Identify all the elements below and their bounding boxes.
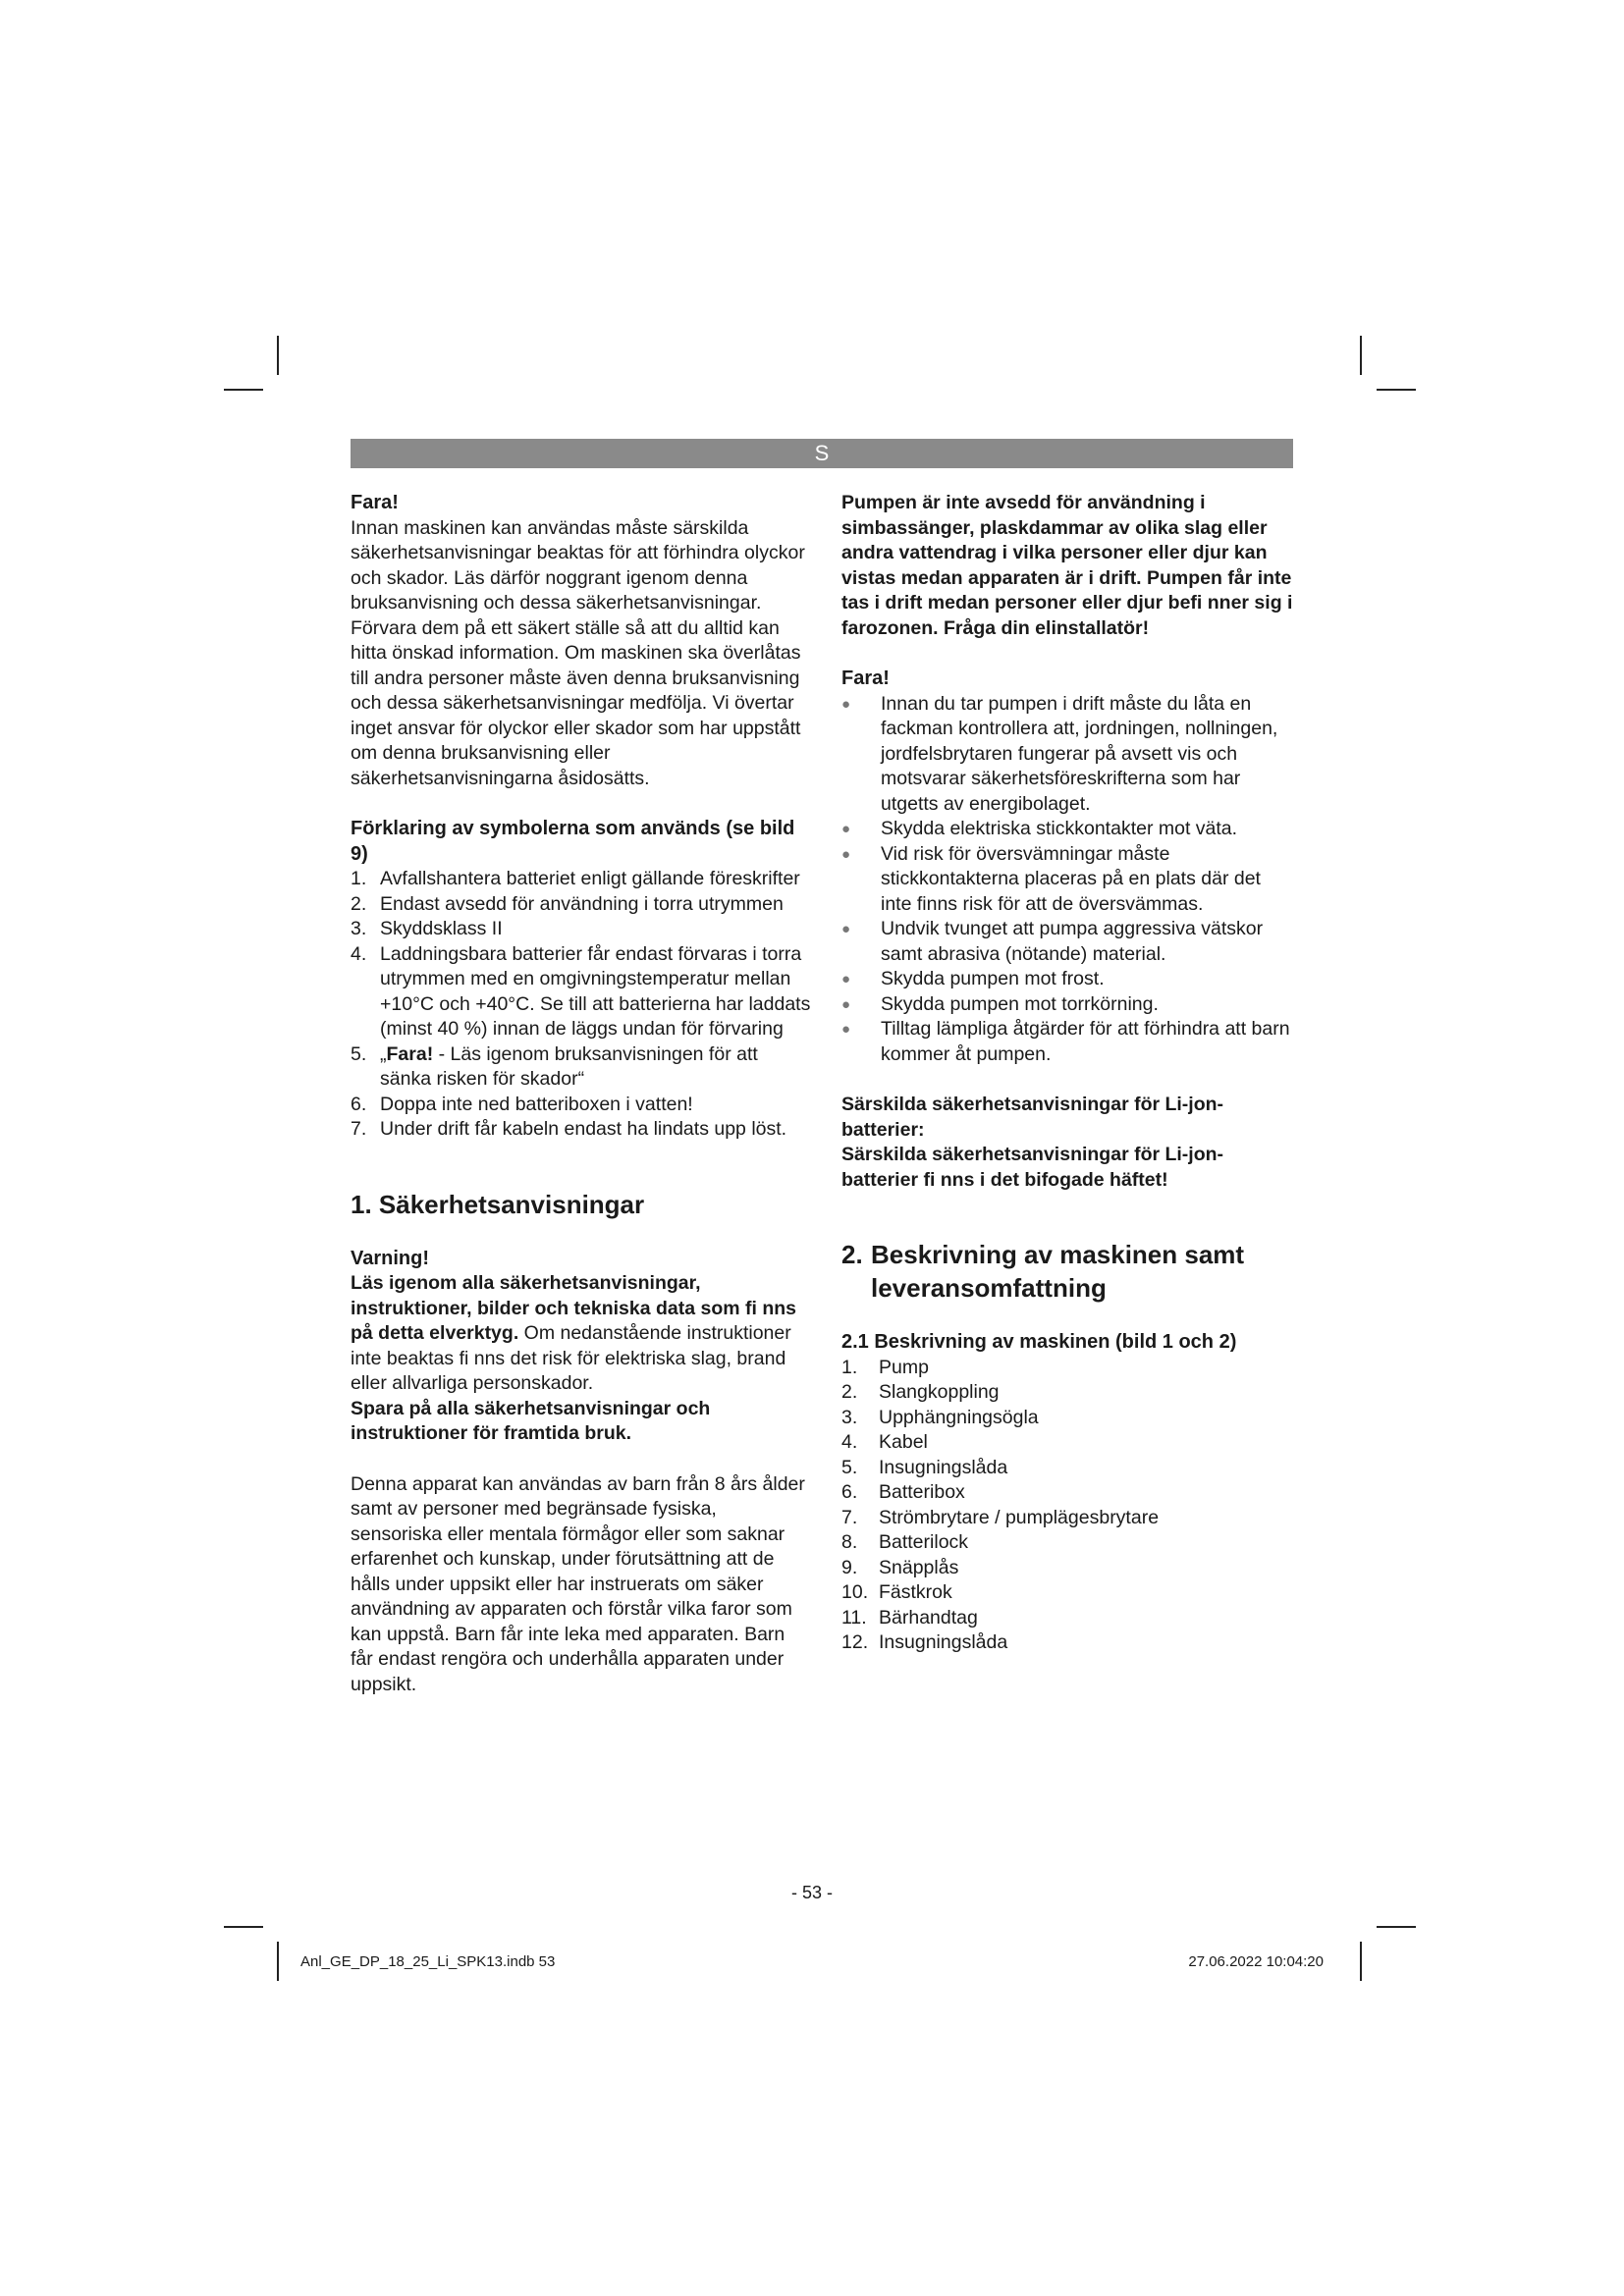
list-item: ● Vid risk för översvämningar måste stickkontakterna placeras på en plats där det inte finns risk för att de översvämmas. — [841, 842, 1295, 918]
danger-intro-text: Innan maskinen kan användas måste särskilda säkerhetsanvisningar beaktas för att förhindra olyckor och skador. Läs därför noggrant igenom denna bruksanvisning och dessa säkerhetsanvisningar. Förvara dem på ett säkert ställe så att du alltid kan hitta önskad information. Om maskinen ska överlåtas till andra personer måste även denna bruksanvisning och dessa säkerhetsanvisningar medfölja. Vi övertar inget ansvar för olyckor eller skador som har uppstått om denna bruksanvisning eller säkerhetsanvisningarna åsidosätts. — [351, 516, 805, 789]
list-item: 11. Bärhandtag — [841, 1606, 978, 1629]
subsection-2-1-heading: 2.1 Beskrivning av maskinen (bild 1 och 2) — [841, 1331, 1237, 1353]
list-item: 6. Batteribox — [841, 1481, 965, 1503]
varning-label: Varning! — [351, 1247, 430, 1269]
crop-mark-bottom-left-h — [224, 1926, 263, 1928]
bullet-icon: ● — [841, 821, 851, 837]
li-ion-text: Särskilda säkerhetsanvisningar för Li-jon-batterier fi nns i det bifogade häftet! — [841, 1144, 1224, 1191]
list-item: 7. Under drift får kabeln endast ha lindats upp löst. — [351, 1118, 787, 1140]
left-column — [351, 491, 812, 1697]
list-item: ● Skydda elektriska stickkontakter mot väta. — [841, 817, 1295, 842]
section1-heading: 1. Säkerhetsanvisningar — [351, 1189, 645, 1219]
crop-mark-bottom-right-h — [1377, 1926, 1416, 1928]
bullet-icon: ● — [841, 845, 851, 863]
list-item: ● Innan du tar pumpen i drift måste du låta en fackman kontrollera att, jordningen, nollningen, jordfelsbrytaren fungerar på avsett vis och motsvarar säkerhetsföreskrifterna som har utgetts av energibolaget. — [841, 692, 1295, 818]
crop-mark-bottom-right-v — [1360, 1942, 1362, 1981]
list-item: 3. Upphängningsögla — [841, 1406, 1039, 1428]
list-item: ● Undvik tvunget att pumpa aggressiva vätskor samt abrasiva (nötande) material. — [841, 917, 1295, 967]
list-item: 2. Slangkoppling — [841, 1381, 1000, 1403]
section2-number: 2. — [841, 1240, 863, 1269]
danger-heading-2: Fara! — [841, 667, 890, 689]
page-number: - 53 - — [790, 1883, 833, 1902]
list-item: 12. Insugningslåda — [841, 1631, 1008, 1653]
list-item: 1. Avfallshantera batteriet enligt gällande föreskrifter — [351, 868, 800, 889]
save-instructions-text: Spara på alla säkerhetsanvisningar och instruktioner för framtida bruk. — [351, 1397, 711, 1444]
children-usage-text: Denna apparat kan användas av barn från 8 års ålder samt av personer med begränsade fysiska, sensoriska eller mentala förmågor eller som saknar erfarenhet och kunskap, under förutsättning att de hålls under uppsikt eller har instruerats om säker användning av apparaten och förstår vilka faror som kan uppstå. Barn får inte leka med apparaten. Barn får endast rengöra och underhålla apparaten under uppsikt. — [351, 1472, 805, 1695]
footer-filename: Anl_GE_DP_18_25_Li_SPK13.indb 53 — [300, 1953, 556, 1970]
list-item: 1. Pump — [841, 1356, 929, 1378]
list-item: 3. Skyddsklass II — [351, 918, 503, 939]
bullet-icon: ● — [841, 921, 851, 937]
crop-mark-top-left-h — [224, 389, 263, 391]
varning-text: Läs igenom alla säkerhetsanvisningar, instruktioner, bilder och tekniska data som fi nns på detta elverktyg. Om nedanstående instruktioner inte beaktas fi nns det risk för elektriska slag, brand eller allvarliga personskador. — [351, 1272, 797, 1394]
list-item: 6. Doppa inte ned batteriboxen i vatten! — [351, 1093, 693, 1115]
right-column — [841, 491, 1295, 1656]
list-item: 4. Laddningsbara batterier får endast förvaras i torra utrymmen med en omgivningstemperatur mellan +10°C och +40°C. Se till att batterierna har laddats (minst 40 %) innan de läggs undan för förvaring — [351, 942, 811, 1040]
symbols-list — [351, 867, 812, 1143]
li-ion-heading: Särskilda säkerhetsanvisningar för Li-jon-batterier: — [841, 1094, 1224, 1141]
danger-heading: Fara! — [351, 492, 399, 513]
list-item: 10. Fästkrok — [841, 1581, 952, 1603]
crop-mark-top-right-h — [1377, 389, 1416, 391]
crop-mark-bottom-left-v — [277, 1942, 279, 1981]
crop-mark-top-right-v — [1360, 336, 1362, 375]
list-item: 5. „Fara! - Läs igenom bruksanvisningen för att sänka risken för skador“ — [351, 1042, 758, 1090]
bullet-icon: ● — [841, 1021, 851, 1038]
language-header-bar — [351, 439, 1293, 468]
crop-mark-top-left-v — [277, 336, 279, 375]
list-item: 2. Endast avsedd för användning i torra utrymmen — [351, 892, 784, 915]
list-item: 9. Snäpplås — [841, 1556, 959, 1578]
language-tag: S — [814, 441, 830, 465]
parts-list — [841, 1356, 1295, 1656]
list-item: 5. Insugningslåda — [841, 1456, 1008, 1478]
section2-title: Beskrivning av maskinen samt leveransomfattning — [871, 1240, 1245, 1303]
list-item: 8. Batterilock — [841, 1531, 969, 1553]
pool-warning-text: Pumpen är inte avsedd för användning i simbassänger, plaskdammar av olika slag eller andra vattendrag i vilka personer eller djur kan vistas medan apparaten är i drift. Pumpen får inte tas i drift medan personer eller djur befi nner sig i farozonen. Fråga din elinstallatör! — [841, 492, 1293, 639]
list-item: ● Tilltag lämpliga åtgärder för att förhindra att barn kommer åt pumpen. — [841, 1017, 1295, 1067]
danger-bullet-list — [841, 692, 1295, 1068]
list-item: 7. Strömbrytare / pumplägesbrytare — [841, 1506, 1160, 1528]
bullet-icon: ● — [841, 971, 851, 988]
symbols-heading: Förklaring av symbolerna som används (se bild 9) — [351, 818, 795, 865]
bullet-icon: ● — [841, 995, 851, 1013]
bullet-icon: ● — [841, 695, 851, 713]
list-item: 4. Kabel — [841, 1431, 928, 1453]
section2-heading — [841, 1238, 1295, 1305]
list-item: ● Skydda pumpen mot frost. — [841, 967, 1295, 992]
list-item: ● Skydda pumpen mot torrkörning. — [841, 992, 1295, 1018]
footer-timestamp: 27.06.2022 10:04:20 — [1188, 1953, 1324, 1970]
